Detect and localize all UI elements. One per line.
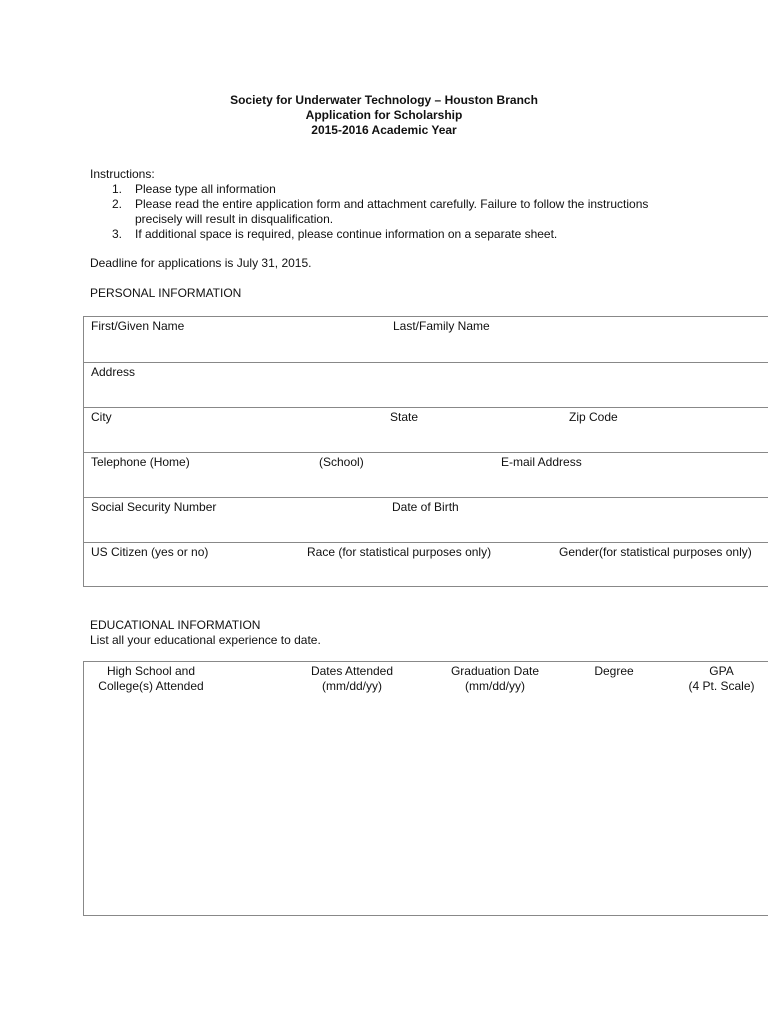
organization-title: Society for Underwater Technology – Houston Branch	[230, 93, 538, 107]
education-info-title: EDUCATIONAL INFORMATION	[90, 618, 261, 632]
column-header-school	[91, 664, 211, 694]
address-row[interactable]	[84, 362, 768, 407]
column-header-line: Degree	[594, 664, 634, 678]
name-row[interactable]	[84, 317, 768, 362]
instruction-item	[90, 227, 695, 242]
education-info-subtitle: List all your educational experience to date.	[90, 633, 321, 647]
city-state-zip-row[interactable]	[84, 407, 768, 452]
telephone-home-label: Telephone (Home)	[91, 455, 190, 469]
column-header-line: College(s) Attended	[98, 679, 204, 693]
instruction-number: 3.	[112, 227, 123, 241]
zip-code-label: Zip Code	[569, 410, 618, 424]
dob-label: Date of Birth	[392, 500, 459, 514]
column-header-gpa	[684, 664, 759, 694]
instruction-text: Please type all information	[135, 182, 276, 196]
race-label: Race (for statistical purposes only)	[307, 545, 492, 559]
column-header-graduation	[435, 664, 555, 694]
telephone-school-label: (School)	[319, 455, 364, 469]
column-header-line: High School and	[106, 664, 196, 678]
gender-label: Gender(for statistical purposes only)	[559, 545, 752, 559]
instructions-block	[90, 167, 695, 242]
instruction-item	[90, 197, 695, 227]
instruction-text: If additional space is required, please continue information on a separate sheet.	[135, 227, 558, 241]
state-label: State	[390, 410, 419, 424]
column-header-line: Dates Attended	[310, 664, 394, 678]
city-label: City	[91, 410, 112, 424]
address-label: Address	[91, 365, 136, 379]
instructions-list	[90, 182, 695, 242]
column-header-line: Graduation Date	[450, 664, 540, 678]
instruction-number: 1.	[112, 182, 123, 196]
ssn-label: Social Security Number	[91, 500, 217, 514]
form-title: Application for Scholarship	[305, 108, 463, 122]
education-table[interactable]	[83, 661, 768, 916]
form-header	[0, 93, 768, 138]
column-header-line: (mm/dd/yy)	[465, 679, 525, 693]
email-label: E-mail Address	[501, 455, 582, 469]
instruction-number: 2.	[112, 197, 123, 211]
column-header-degree	[574, 664, 654, 679]
personal-info-title: PERSONAL INFORMATION	[90, 286, 242, 300]
ssn-dob-row[interactable]	[84, 497, 768, 542]
first-name-label: First/Given Name	[91, 319, 185, 333]
academic-year: 2015-2016 Academic Year	[311, 123, 457, 137]
column-header-line: GPA	[709, 664, 734, 678]
contact-row[interactable]	[84, 452, 768, 497]
instructions-title: Instructions:	[90, 167, 155, 181]
column-header-line: (4 Pt. Scale)	[688, 679, 755, 693]
demographics-row[interactable]	[84, 542, 768, 587]
instruction-text: Please read the entire application form and attachment carefully. Failure to follow the instructions precisely will result in disqualification.	[135, 197, 649, 226]
us-citizen-label: US Citizen (yes or no)	[91, 545, 209, 559]
column-header-dates	[292, 664, 412, 694]
education-section-heading	[90, 618, 321, 648]
instruction-item	[90, 182, 695, 197]
last-name-label: Last/Family Name	[393, 319, 490, 333]
deadline-notice: Deadline for applications is July 31, 2015.	[90, 256, 312, 270]
column-header-line: (mm/dd/yy)	[322, 679, 382, 693]
personal-info-table	[83, 316, 768, 587]
